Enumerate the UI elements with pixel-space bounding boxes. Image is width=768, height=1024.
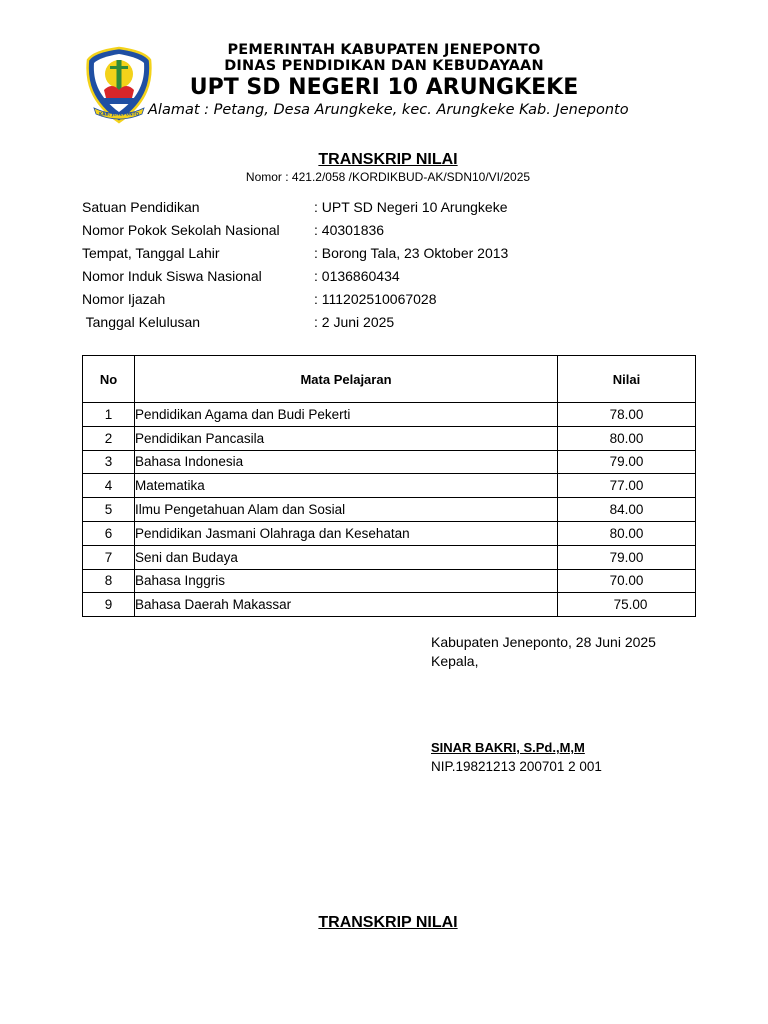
row-score: 79.00 bbox=[558, 450, 696, 474]
row-no: 1 bbox=[83, 403, 135, 427]
row-no: 8 bbox=[83, 569, 135, 593]
table-row bbox=[83, 426, 696, 450]
row-score: 75.00 bbox=[558, 593, 696, 617]
row-score: 70.00 bbox=[558, 569, 696, 593]
row-no: 9 bbox=[83, 593, 135, 617]
row-no: 4 bbox=[83, 474, 135, 498]
row-subject: Pendidikan Pancasila bbox=[135, 426, 558, 450]
table-row bbox=[83, 545, 696, 569]
row-score: 78.00 bbox=[558, 403, 696, 427]
row-no: 2 bbox=[83, 426, 135, 450]
info-label: Tanggal Kelulusan bbox=[82, 314, 201, 330]
row-score: 80.00 bbox=[558, 426, 696, 450]
row-no: 5 bbox=[83, 498, 135, 522]
grades-table bbox=[82, 355, 696, 617]
row-score: 80.00 bbox=[558, 521, 696, 545]
info-label: Nomor Ijazah bbox=[82, 291, 166, 307]
info-value: : 40301836 bbox=[314, 222, 385, 238]
info-value: : 111202510067028 bbox=[314, 291, 437, 307]
row-no: 6 bbox=[83, 521, 135, 545]
row-score: 84.00 bbox=[558, 498, 696, 522]
signature-name: SINAR BAKRI, S.Pd.,M,M bbox=[431, 740, 585, 755]
row-subject: Pendidikan Jasmani Olahraga dan Kesehatan bbox=[135, 521, 558, 545]
info-value: : Borong Tala, 23 Oktober 2013 bbox=[314, 245, 509, 261]
row-score: 79.00 bbox=[558, 545, 696, 569]
info-label: Nomor Induk Siswa Nasional bbox=[82, 268, 262, 284]
next-page-title: TRANSKRIP NILAI bbox=[318, 914, 458, 931]
row-no: 3 bbox=[83, 450, 135, 474]
table-row bbox=[83, 569, 696, 593]
table-row bbox=[83, 498, 696, 522]
row-score: 77.00 bbox=[558, 474, 696, 498]
letterhead-address: Alamat : Petang, Desa Arungkeke, kec. Arungkeke Kab. Jeneponto bbox=[148, 102, 629, 118]
info-value: : 0136860434 bbox=[314, 268, 400, 284]
row-subject: Bahasa Inggris bbox=[135, 569, 558, 593]
info-value: : UPT SD Negeri 10 Arungkeke bbox=[314, 199, 508, 215]
row-subject: Ilmu Pengetahuan Alam dan Sosial bbox=[135, 498, 558, 522]
signature-place-date: Kabupaten Jeneponto, 28 Juni 2025 bbox=[431, 634, 656, 650]
row-subject: Seni dan Budaya bbox=[135, 545, 558, 569]
table-header-row bbox=[83, 356, 696, 403]
header-score: Nilai bbox=[558, 356, 696, 403]
table-row bbox=[83, 474, 696, 498]
signature-nip: NIP.19821213 200701 2 001 bbox=[431, 759, 602, 774]
info-label: Tempat, Tanggal Lahir bbox=[82, 245, 220, 261]
letterhead-government: PEMERINTAH KABUPATEN JENEPONTO bbox=[227, 42, 541, 58]
table-row bbox=[83, 593, 696, 617]
document-number: Nomor : 421.2/058 /KORDIKBUD-AK/SDN10/VI/2025 bbox=[245, 170, 531, 184]
info-label: Nomor Pokok Sekolah Nasional bbox=[82, 222, 280, 238]
row-no: 7 bbox=[83, 545, 135, 569]
document-title: TRANSKRIP NILAI bbox=[318, 151, 458, 168]
header-subject: Mata Pelajaran bbox=[135, 356, 558, 403]
table-row bbox=[83, 450, 696, 474]
info-value: : 2 Juni 2025 bbox=[314, 314, 395, 330]
logo-ribbon-text: KAB. JENEPONTO bbox=[98, 111, 140, 117]
header-no: No bbox=[83, 356, 135, 403]
signature-role: Kepala, bbox=[431, 653, 479, 669]
letterhead-school-name: UPT SD NEGERI 10 ARUNGKEKE bbox=[189, 75, 579, 100]
row-subject: Pendidikan Agama dan Budi Pekerti bbox=[135, 403, 558, 427]
row-subject: Matematika bbox=[135, 474, 558, 498]
letterhead-department: DINAS PENDIDIKAN DAN KEBUDAYAAN bbox=[224, 58, 544, 74]
info-label: Satuan Pendidikan bbox=[82, 199, 200, 215]
table-row bbox=[83, 521, 696, 545]
table-row bbox=[83, 403, 696, 427]
row-subject: Bahasa Daerah Makassar bbox=[135, 593, 558, 617]
row-subject: Bahasa Indonesia bbox=[135, 450, 558, 474]
